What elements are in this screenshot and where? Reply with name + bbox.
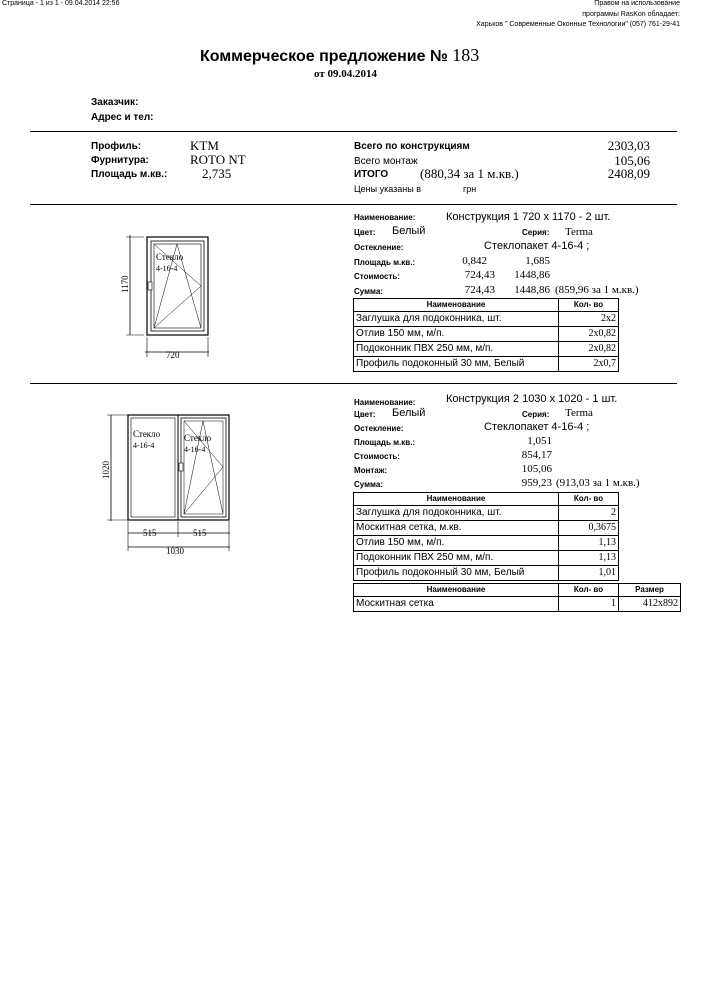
c1-sum-total: 1448,86 xyxy=(514,284,550,296)
c2-area-label: Площадь м.кв.: xyxy=(354,438,416,447)
total-install-label: Всего монтаж xyxy=(354,156,418,167)
item-size: 412x892 xyxy=(619,597,681,612)
width-label: 720 xyxy=(166,350,180,360)
item-qty: 1,13 xyxy=(559,551,619,566)
c1-sum-label: Сумма: xyxy=(354,287,383,296)
area-label: Площадь м.кв.: xyxy=(91,169,168,180)
total-constructions-value: 2303,03 xyxy=(607,138,650,153)
c1-color-value: Белый xyxy=(392,225,426,237)
table-row xyxy=(354,597,681,612)
divider xyxy=(30,383,677,384)
table-row xyxy=(354,506,619,521)
offer-number: 183 xyxy=(452,45,480,65)
prices-label: Цены указаны в xyxy=(354,184,421,194)
table-row xyxy=(354,521,619,536)
width-label: 1030 xyxy=(166,546,184,556)
item-qty: 2 xyxy=(559,506,619,521)
hardware-label: Фурнитура: xyxy=(91,155,149,166)
total-label: ИТОГО xyxy=(354,169,389,180)
header-name: Наименование xyxy=(354,584,559,597)
c2-color-label: Цвет: xyxy=(354,410,376,419)
c1-color-label: Цвет: xyxy=(354,228,376,237)
c2-series-value: Terma xyxy=(565,407,593,419)
item-name: Подоконник ПВХ 250 мм, м/п. xyxy=(354,551,559,566)
c2-name-value: Конструкция 2 1030 x 1020 - 1 шт. xyxy=(446,393,618,405)
c2-name-label: Наименование: xyxy=(354,398,416,407)
c1-series-value: Terma xyxy=(565,226,593,238)
part2-label: 515 xyxy=(193,528,207,538)
item-qty: 0,3675 xyxy=(559,521,619,536)
table-header-row xyxy=(354,299,619,312)
table-row xyxy=(354,551,619,566)
table-row xyxy=(354,357,619,372)
c2-install-value: 105,06 xyxy=(521,463,552,475)
glass-label: Стекло xyxy=(133,429,161,439)
item-qty: 2x0,82 xyxy=(559,342,619,357)
divider xyxy=(30,131,677,132)
table-row xyxy=(354,566,619,581)
total-constructions-label: Всего по конструкциям xyxy=(354,141,470,152)
glass-spec: 4-16-4 xyxy=(184,445,206,454)
item-qty: 1 xyxy=(559,597,619,612)
c1-name-label: Наименование: xyxy=(354,213,416,222)
height-label: 1020 xyxy=(101,461,111,479)
address-label: Адрес и тел: xyxy=(91,112,154,123)
header-qty: Кол- во xyxy=(559,299,619,312)
c1-series-label: Серия: xyxy=(522,228,550,237)
header-qty: Кол- во xyxy=(559,493,619,506)
c2-cost-value: 854,17 xyxy=(521,449,552,461)
construction-2-drawing xyxy=(98,405,238,565)
c1-sum-value: 724,43 xyxy=(464,284,495,296)
height-label: 1170 xyxy=(120,275,130,293)
part1-label: 515 xyxy=(143,528,157,538)
c2-glazing-value: Стеклопакет 4-16-4 ; xyxy=(484,421,590,433)
currency: грн xyxy=(463,184,477,194)
item-name: Отлив 150 мм, м/п. xyxy=(354,536,559,551)
profile-value: KTM xyxy=(190,138,219,153)
header-name: Наименование xyxy=(354,493,559,506)
item-name: Москитная сетка xyxy=(354,597,559,612)
c1-area-total: 1,685 xyxy=(525,255,550,267)
customer-label: Заказчик: xyxy=(91,97,139,108)
c2-sum-label: Сумма: xyxy=(354,480,383,489)
c1-glazing-label: Остекление: xyxy=(354,243,404,252)
header-name: Наименование xyxy=(354,299,559,312)
total-install-value: 105,06 xyxy=(614,153,650,168)
c1-glazing-value: Стеклопакет 4-16-4 ; xyxy=(484,240,590,252)
c1-area-value: 0,842 xyxy=(462,255,487,267)
c2-extra-table xyxy=(353,583,681,612)
c2-color-value: Белый xyxy=(392,407,426,419)
item-qty: 1,13 xyxy=(559,536,619,551)
construction-1-drawing xyxy=(110,225,230,365)
glass-spec: 4-16-4 xyxy=(156,264,178,273)
handle-icon xyxy=(179,463,183,471)
item-name: Москитная сетка, м.кв. xyxy=(354,521,559,536)
handle-icon xyxy=(148,282,152,290)
header-qty: Кол- во xyxy=(559,584,619,597)
table-row xyxy=(354,536,619,551)
c2-sum-value: 959,23 xyxy=(521,477,552,489)
rights-line-2: программы RasKon обладает: xyxy=(582,11,680,18)
divider xyxy=(30,204,677,205)
c2-series-label: Серия: xyxy=(522,410,550,419)
item-name: Заглушка для подоконника, шт. xyxy=(354,506,559,521)
item-qty: 2x0,7 xyxy=(559,357,619,372)
item-name: Отлив 150 мм, м/п. xyxy=(354,327,559,342)
offer-date: от 09.04.2014 xyxy=(314,68,378,80)
c1-area-label: Площадь м.кв.: xyxy=(354,258,416,267)
profile-label: Профиль: xyxy=(91,141,142,152)
c2-items-table xyxy=(353,492,619,581)
c1-items-table xyxy=(353,298,619,372)
hardware-value: ROTO NT xyxy=(190,152,246,167)
c1-cost-total: 1448,86 xyxy=(514,269,550,281)
item-name: Профиль подоконный 30 мм, Белый xyxy=(354,357,559,372)
c2-area-value: 1,051 xyxy=(527,435,552,447)
item-name: Подоконник ПВХ 250 мм, м/п. xyxy=(354,342,559,357)
c2-sum-per-m2: (913,03 за 1 м.кв.) xyxy=(556,477,640,489)
glass-spec: 4-16-4 xyxy=(133,441,155,450)
c1-cost-value: 724,43 xyxy=(464,269,495,281)
c2-cost-label: Стоимость: xyxy=(354,452,400,461)
table-row xyxy=(354,312,619,327)
total-value: 2408,09 xyxy=(607,166,650,181)
rights-line-1: Правом на использование xyxy=(594,0,680,7)
item-name: Заглушка для подоконника, шт. xyxy=(354,312,559,327)
title-text: Коммерческое предложение № xyxy=(200,48,448,65)
rights-line-3: Харьков " Современные Оконные Технологии" (057) 761-29-41 xyxy=(476,21,680,28)
page-info: Страница - 1 из 1 - 09.04.2014 22:56 xyxy=(2,0,120,7)
item-qty: 1,01 xyxy=(559,566,619,581)
table-header-row xyxy=(354,584,681,597)
area-value: 2,735 xyxy=(202,166,232,181)
item-qty: 2x2 xyxy=(559,312,619,327)
header-size: Размер xyxy=(619,584,681,597)
page-title xyxy=(200,45,479,66)
glass-label: Стекло xyxy=(156,252,184,262)
item-qty: 2x0,82 xyxy=(559,327,619,342)
c2-install-label: Монтаж: xyxy=(354,466,388,475)
table-row xyxy=(354,327,619,342)
c1-name-value: Конструкция 1 720 x 1170 - 2 шт. xyxy=(446,211,611,223)
glass-label: Стекло xyxy=(184,433,212,443)
c1-sum-per-m2: (859,96 за 1 м.кв.) xyxy=(555,284,639,296)
total-per-m2: (880,34 за 1 м.кв.) xyxy=(420,166,519,181)
table-row xyxy=(354,342,619,357)
c2-glazing-label: Остекление: xyxy=(354,424,404,433)
table-header-row xyxy=(354,493,619,506)
c1-cost-label: Стоимость: xyxy=(354,272,400,281)
item-name: Профиль подоконный 30 мм, Белый xyxy=(354,566,559,581)
